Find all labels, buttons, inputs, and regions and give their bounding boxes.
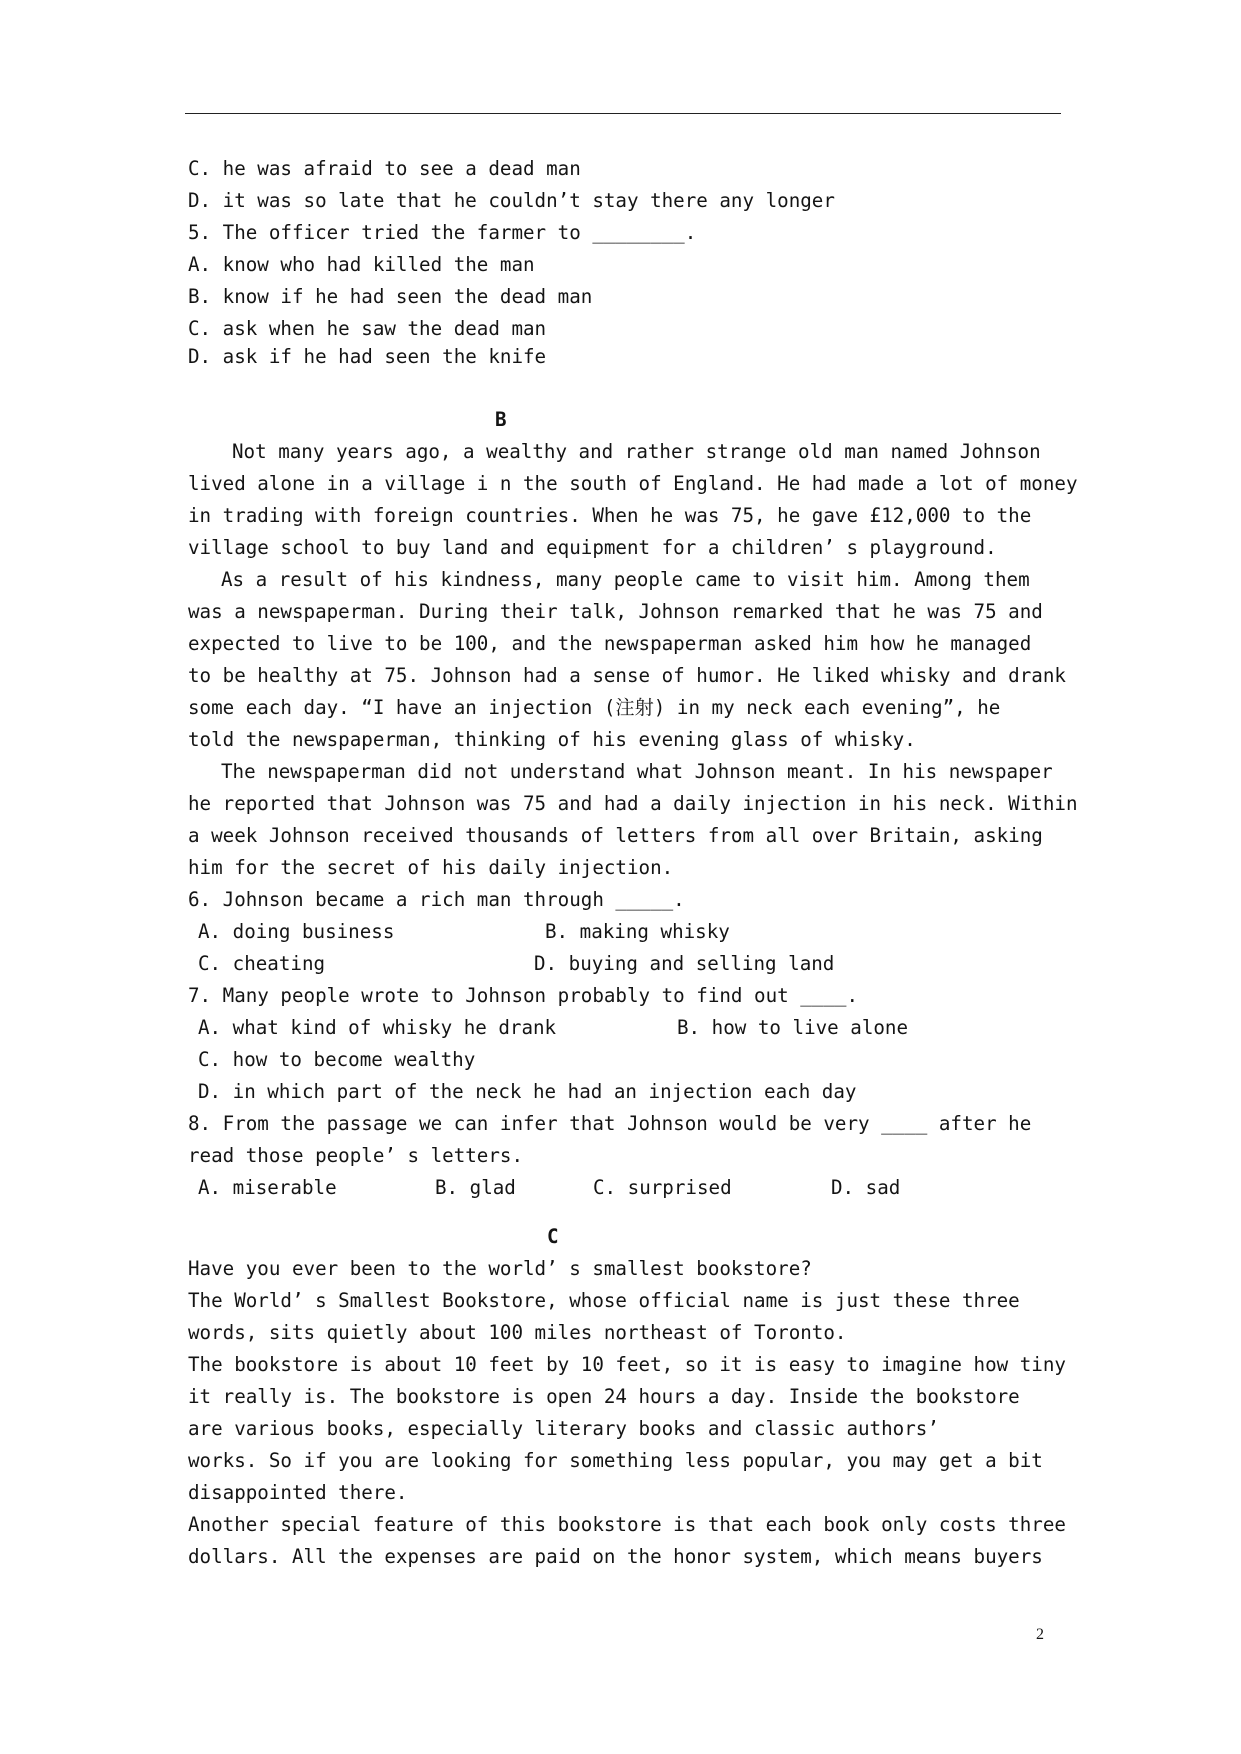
text-line: As a result of his kindness, many people came to visit him. Among them: [221, 568, 1030, 591]
text-line: A. miserable: [198, 1176, 337, 1199]
text-line: he reported that Johnson was 75 and had a daily injection in his neck. Within: [188, 792, 1078, 815]
text-line: B. know if he had seen the dead man: [188, 285, 593, 308]
text-line: B. how to live alone: [677, 1016, 909, 1039]
text-line: B. glad: [435, 1176, 516, 1199]
text-line: are various books, especially literary books and classic authors’: [188, 1417, 939, 1440]
text-line: disappointed there.: [188, 1481, 408, 1504]
text-line: Not many years ago, a wealthy and rather strange old man named Johnson: [232, 440, 1041, 463]
text-line: D. in which part of the neck he had an injection each day: [198, 1080, 857, 1103]
text-line: him for the secret of his daily injection.: [188, 856, 674, 879]
text-line: works. So if you are looking for something less popular, you may get a bit: [188, 1449, 1043, 1472]
text-line: to be healthy at 75. Johnson had a sense of humor. He liked whisky and drank: [188, 664, 1066, 687]
text-line: some each day. “I have an injection (注射) in my neck each evening”, he: [188, 696, 1001, 719]
text-line: words, sits quietly about 100 miles northeast of Toronto.: [188, 1321, 847, 1344]
text-line: D. ask if he had seen the knife: [188, 345, 547, 368]
section-heading: B: [495, 408, 507, 431]
text-line: it really is. The bookstore is open 24 hours a day. Inside the bookstore: [188, 1385, 1020, 1408]
text-line: Another special feature of this bookstore is that each book only costs three: [188, 1513, 1066, 1536]
header-rule: [185, 113, 1061, 114]
text-line: a week Johnson received thousands of letters from all over Britain, asking: [188, 824, 1043, 847]
text-line: C. how to become wealthy: [198, 1048, 476, 1071]
text-line: told the newspaperman, thinking of his evening glass of whisky.: [188, 728, 916, 751]
text-line: expected to live to be 100, and the newspaperman asked him how he managed: [188, 632, 1032, 655]
text-line: A. doing business: [198, 920, 395, 943]
text-line: B. making whisky: [545, 920, 730, 943]
text-line: 7. Many people wrote to Johnson probably to find out ____.: [188, 984, 859, 1007]
text-line: The newspaperman did not understand what Johnson meant. In his newspaper: [221, 760, 1053, 783]
text-line: C. cheating: [198, 952, 326, 975]
text-line: D. buying and selling land: [534, 952, 835, 975]
text-line: A. what kind of whisky he drank: [198, 1016, 557, 1039]
text-line: lived alone in a village i n the south of England. He had made a lot of money: [188, 472, 1078, 495]
text-line: C. ask when he saw the dead man: [188, 317, 547, 340]
text-line: A. know who had killed the man: [188, 253, 535, 276]
text-line: The World’ s Smallest Bookstore, whose official name is just these three: [188, 1289, 1020, 1312]
text-line: C. he was afraid to see a dead man: [188, 157, 581, 180]
text-line: D. sad: [831, 1176, 901, 1199]
text-line: village school to buy land and equipment for a children’ s playground.: [188, 536, 997, 559]
text-line: was a newspaperman. During their talk, Johnson remarked that he was 75 and: [188, 600, 1043, 623]
text-line: C. surprised: [593, 1176, 732, 1199]
text-line: dollars. All the expenses are paid on the honor system, which means buyers: [188, 1545, 1043, 1568]
text-line: 6. Johnson became a rich man through _____.: [188, 888, 685, 911]
text-line: read those people’ s letters.: [188, 1144, 524, 1167]
text-line: Have you ever been to the world’ s smallest bookstore?: [188, 1257, 812, 1280]
section-heading: C: [547, 1225, 559, 1248]
text-line: in trading with foreign countries. When he was 75, he gave £12,000 to the: [188, 504, 1032, 527]
text-line: 5. The officer tried the farmer to ________.: [188, 221, 697, 244]
text-line: D. it was so late that he couldn’t stay there any longer: [188, 189, 835, 212]
text-line: 8. From the passage we can infer that Johnson would be very ____ after he: [188, 1112, 1032, 1135]
text-line: The bookstore is about 10 feet by 10 feet, so it is easy to imagine how tiny: [188, 1353, 1066, 1376]
page-number: 2: [1036, 1626, 1044, 1643]
